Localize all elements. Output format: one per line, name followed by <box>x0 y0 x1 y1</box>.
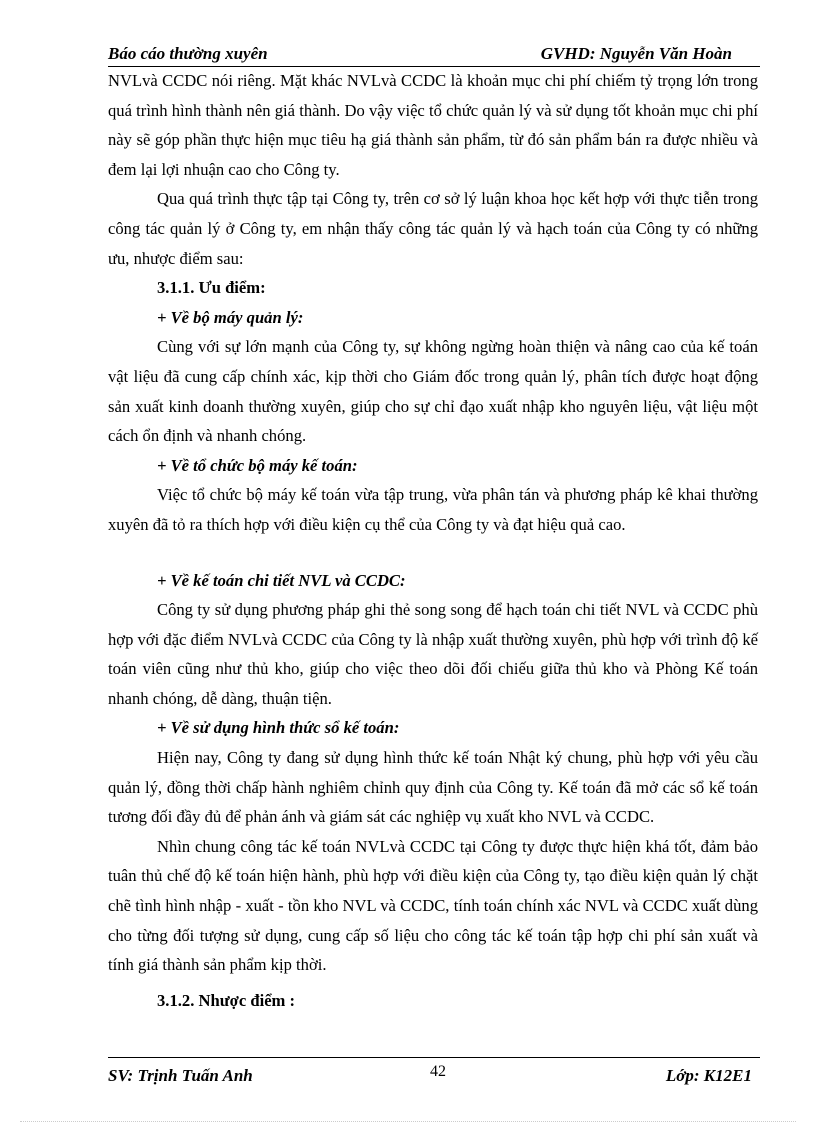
paragraph: Công ty sử dụng phương pháp ghi thẻ song song để hạch toán chi tiết NVL và CCDC phù hợp với đặc điểm NVLvà CCDC của Công ty là nhập xuất thường xuyên, phù hợp với trình độ kế toán viên cũng như thủ kho, giúp cho việc theo dõi đối chiếu giữa thủ kho và Phòng Kế toán nhanh chóng, dễ dàng, thuận tiện. <box>108 600 758 708</box>
page-header <box>108 44 760 67</box>
page-footer <box>108 1057 760 1088</box>
page-number: 42 <box>430 1063 446 1080</box>
section-heading: 3.1.2. Nhược điểm : <box>157 990 296 1010</box>
paragraph: Nhìn chung công tác kế toán NVLvà CCDC tại Công ty được thực hiện khá tốt, đảm bảo tuân thủ chế độ kế toán hiện hành, phù hợp với điều kiện của Công ty, tạo điều kiện quản lý chặt chẽ tình hình nhập - xuất - tồn kho NVL và CCDC, tính toán chính xác NVL và CCDC xuất dùng cho từng đối tượng sử dụng, cung cấp số liệu cho công tác kế toán tập hợp chi phí sản xuất và tính giá thành sản phẩm kịp thời. <box>108 836 758 975</box>
section-heading: 3.1.1. Ưu điểm: <box>157 278 266 298</box>
page-content <box>108 66 758 1015</box>
header-supervisor: GVHD: Nguyễn Văn Hoàn <box>540 44 732 63</box>
spacer <box>108 540 758 566</box>
bottom-dotted-divider <box>20 1121 796 1122</box>
subsection-heading: + Về bộ máy quản lý: <box>157 307 304 327</box>
footer-student: SV: Trịnh Tuấn Anh <box>108 1066 253 1085</box>
paragraph: Việc tổ chức bộ máy kế toán vừa tập trung, vừa phân tán và phương pháp kê khai thường xuyên đã tỏ ra thích hợp với điều kiện cụ thể của Công ty và đạt hiệu quả cao. <box>108 485 758 534</box>
paragraph: Hiện nay, Công ty đang sử dụng hình thức kế toán Nhật ký chung, phù hợp với yêu cầu quản lý, đồng thời chấp hành nghiêm chỉnh quy định của Công ty. Kế toán đã mở các sổ kế toán tương đối đầy đủ để phản ánh và giám sát các nghiệp vụ xuất kho NVL và CCDC. <box>108 748 758 827</box>
paragraph: NVLvà CCDC nói riêng. Mặt khác NVLvà CCDC là khoản mục chi phí chiếm tỷ trọng lớn trong quá trình hình thành nên giá thành. Do vậy việc tổ chức quản lý và sử dụng tốt khoản mục chi phí này sẽ góp phần thực hiện mục tiêu hạ giá thành sản phẩm, từ đó sản phẩm bán ra được nhiều và đem lại lợi nhuận cao cho Công ty. <box>108 71 758 179</box>
header-report-title: Báo cáo thường xuyên <box>108 44 268 63</box>
subsection-heading: + Về kế toán chi tiết NVL và CCDC: <box>157 570 406 590</box>
subsection-heading: + Về tổ chức bộ máy kế toán: <box>157 455 358 475</box>
subsection-heading: + Về sử dụng hình thức sổ kế toán: <box>157 718 400 738</box>
paragraph: Qua quá trình thực tập tại Công ty, trên cơ sở lý luận khoa học kết hợp với thực tiễn trong công tác quản lý ở Công ty, em nhận thấy công tác quản lý và hạch toán của Công ty có những ưu, nhược điểm sau: <box>108 189 758 268</box>
footer-class: Lớp: K12E1 <box>665 1066 752 1085</box>
paragraph: Cùng với sự lớn mạnh của Công ty, sự không ngừng hoàn thiện và nâng cao của kế toán vật liệu đã cung cấp chính xác, kịp thời cho Giám đốc trong quản lý, phân tích được hoạt động sản xuất kinh doanh thường xuyên, giúp cho sự chỉ đạo xuất nhập kho nguyên liệu, vật liệu một cách ổn định và nhanh chóng. <box>108 337 758 446</box>
